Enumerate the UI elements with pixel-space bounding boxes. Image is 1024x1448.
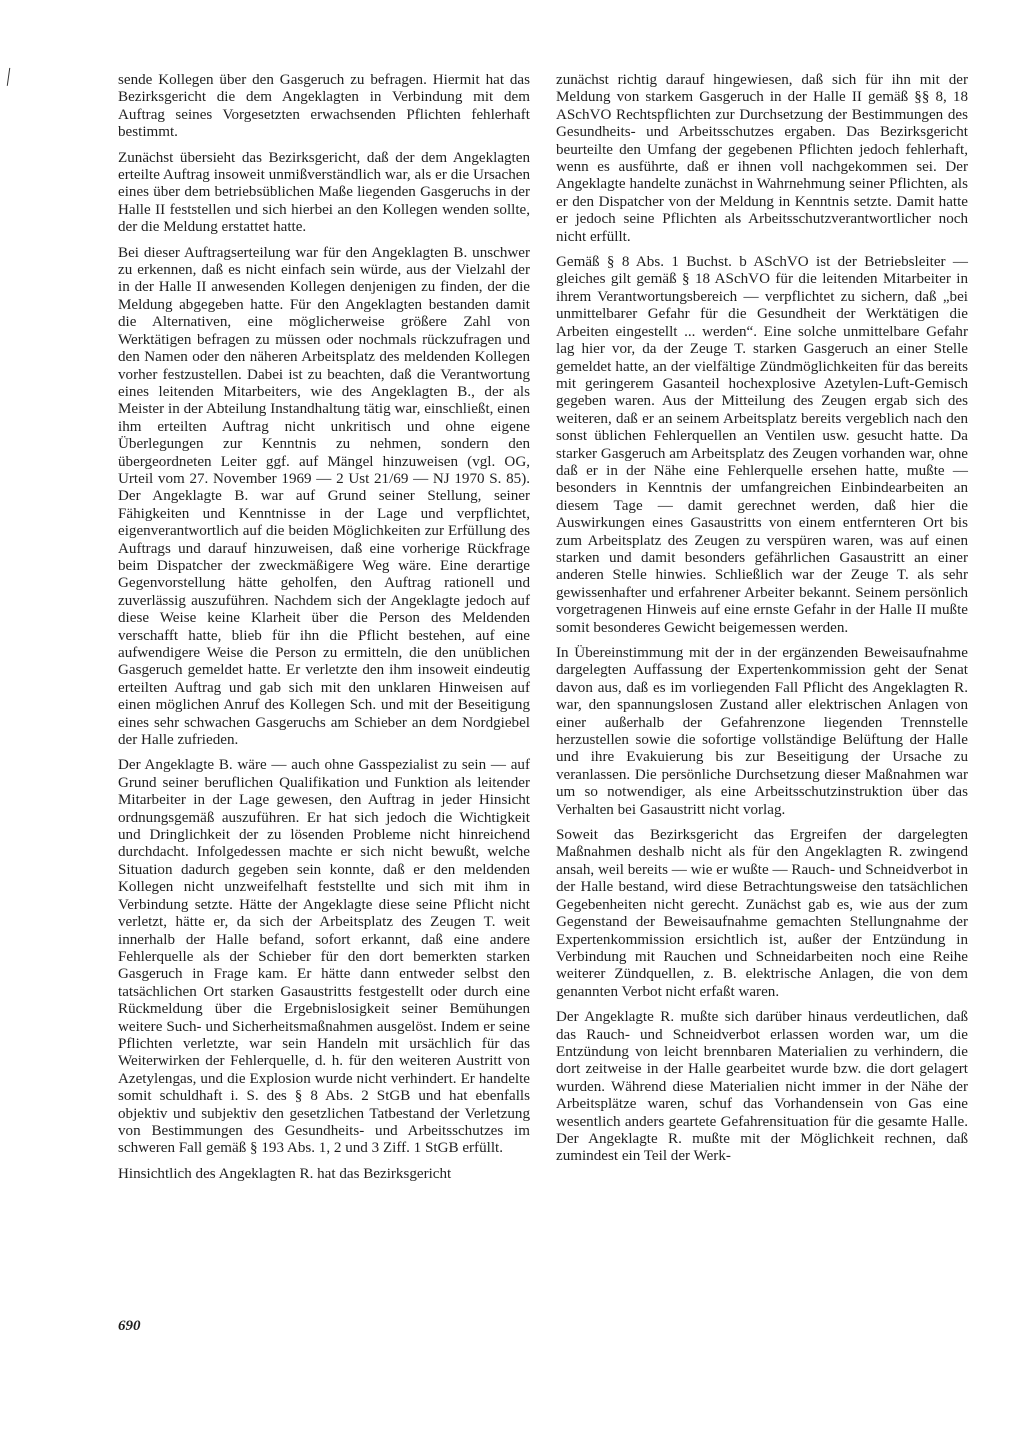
paragraph: sende Kollegen über den Gasgeruch zu befragen. Hiermit hat das Bezirksgericht die dem Angeklagten in Verbindung mit dem Auftrag seines Vorgesetzten erwachsenden Pflichten fehlerhaft bestimmt. xyxy=(118,72,530,141)
paragraph: In Übereinstimmung mit der in der ergänzenden Beweisaufnahme dargelegten Auffassung der Expertenkommission geht der Senat davon aus, daß es im vorliegenden Fall Pflicht des Angeklagten R. war, den spannungslosen Zustand aller elektrischen Anlagen von einer außerhalb der Gefahrenzone liegenden Trennstelle herzustellen sowie die sofortige vollständige Belüftung der Halle und ihre Evakuierung bis zur Beseitigung der Ursache zu veranlassen. Die persönliche Durchsetzung dieser Maßnahmen war um so notwendiger, als eine Arbeitsschutzinstruktion über das Verhalten bei Gasaustritt nicht vorlag. xyxy=(556,645,968,818)
paragraph: Soweit das Bezirksgericht das Ergreifen der dargelegten Maßnahmen deshalb nicht als für den Angeklagten R. zwingend ansah, weil bereits — wie er wußte — Rauch- und Schneidverbot in der Halle bestand, wird diese Betrachtungsweise den tatsächlichen Gegebenheiten nicht gerecht. Zunächst gab es, wie aus der zum Gegenstand der Beweisaufnahme gemachten Stellungnahme der Expertenkommission ersichtlich ist, außer der Entzündung in Verbindung mit Rauchen und Schneidarbeiten noch eine Reihe weiterer Zündquellen, z. B. elektrische Anlagen, die von dem genannten Verbot nicht erfaßt waren. xyxy=(556,827,968,1000)
paragraph: Gemäß § 8 Abs. 1 Buchst. b ASchVO ist der Betriebsleiter — gleiches gilt gemäß § 18 ASchVO für die leitenden Mitarbeiter in ihrem Verantwortungsbereich — verpflichtet zu sichern, daß „bei unmittelbarer Gefahr für die Gesundheit der Werktätigen die Arbeiten eingestellt ... werden“. Eine solche unmittelbare Gefahr lag hier vor, da der Zeuge T. starken Gasgeruch an einer Stelle gemeldet hatte, an der vielfältige Zündmöglichkeiten für das bereits mit geringerem Gasanteil hochexplosive Azetylen-Luft-Gemisch gegeben waren. Aus der Mitteilung des Zeugen ergab sich des weiteren, daß er an seinem Arbeitsplatz bereits vergeblich nach den sonst üblichen Fehlerquellen an Ventilen usw. gesucht hatte. Da starker Gasgeruch am Arbeitsplatz des Zeugen vorhanden war, ohne daß er in der Nähe eine Fehlerquelle ersehen hatte, mußte — besonders in Kenntnis der umfangreichen Einbindearbeiten an diesem Tage — damit gerechnet werden, daß hier die Auswirkungen eines Gasaustritts von einem entfernteren Ort bis zum Arbeitsplatz des Zeugen zu verspüren waren, was auf einen starken und damit besonders gefährlichen Gasaustritt an einer anderen Stelle hinwies. Schließlich war der Zeuge T. als sehr gewissenhafter und erfahrener Arbeiter bekannt. Seinem persönlich vorgetragenen Hinweis auf eine ernste Gefahr in der Halle II mußte somit besonderes Gewicht beigemessen werden. xyxy=(556,254,968,636)
margin-pencil-mark xyxy=(7,68,12,86)
paragraph: Der Angeklagte B. wäre — auch ohne Gasspezialist zu sein — auf Grund seiner beruflichen Qualifikation und Funktion als leitender Mitarbeiter in der Lage gewesen, den Auftrag in jeder Hinsicht ordnungsgemäß auszuführen. Er hat sich jedoch die Wichtigkeit und Dringlichkeit der zu lösenden Probleme nicht hinreichend durchdacht. Infolgedessen machte er sich nicht bewußt, welche Situation dadurch gegeben sein konnte, daß er den meldenden Kollegen nicht unzweifelhaft feststellte und sich mit ihm in Verbindung setzte. Hätte der Angeklagte diese seine Pflicht nicht verletzt, hätte er, da sich der Arbeitsplatz des Zeugen T. weit innerhalb der Halle befand, sofort erkannt, daß eine andere Fehlerquelle als der Schieber für den dort bemerkten starken Gasgeruch in Frage kam. Er hätte dann entweder selbst den tatsächlichen Ort starken Gasaustritts festgestellt oder durch eine Rückmeldung über die Ergebnislosigkeit seiner Bemühungen weitere Such- und Sicherheitsmaßnahmen ausgelöst. Indem er seine Pflichten verletzte, war sein Handeln mit ursächlich für das Weiterwirken der Fehlerquelle, d. h. für den weiteren Austritt von Azetylengas, und die Explosion wurde nicht verhindert. Er handelte somit schuldhaft i. S. des § 8 Abs. 2 StGB und hat ebenfalls objektiv und subjektiv den gesetzlichen Tatbestand der Verletzung von Bestimmungen des Gesundheits- und Arbeitsschutzes im schweren Fall gemäß § 193 Abs. 1, 2 und 3 Ziff. 1 StGB erfüllt. xyxy=(118,757,530,1157)
paragraph: Bei dieser Auftragserteilung war für den Angeklagten B. unschwer zu erkennen, daß es nicht einfach sein würde, aus der Vielzahl der in der Halle II anwesenden Kollegen denjenigen zu finden, der die Meldung abgegeben hatte. Für den Angeklagten bestanden damit die Alternativen, eine möglicherweise größere Zahl von Werktätigen befragen zu müssen oder nochmals rückzufragen und den Namen oder den näheren Arbeitsplatz des meldenden Kollegen vorher festzustellen. Dabei ist zu beachten, daß die Verantwortung eines leitenden Mitarbeiters, wie des Angeklagten B., der als Meister in der Abteilung Instandhaltung tätig war, einschließt, einen ihm erteilten Auftrag nicht unkritisch und ohne eigene Überlegungen zur Kenntnis zu nehmen, sondern den übergeordneten Leiter ggf. auf Mängel hinzuweisen (vgl. OG, Urteil vom 27. November 1969 — 2 Ust 21/69 — NJ 1970 S. 85). Der Angeklagte B. war auf Grund seiner Stellung, seiner Fähigkeiten und Kenntnisse in der Lage und verpflichtet, eigenverantwortlich auf die beiden Möglichkeiten zur Erfüllung des Auftrags und darauf hinzuweisen, daß eine vorherige Rückfrage beim Dispatcher der zweckmäßigere Weg wäre. Eine derartige Gegenvorstellung hätte geholfen, den Auftrag rationell und zuverlässig auszuführen. Nachdem sich der Angeklagte jedoch auf diese Weise keine Klarheit über die Person des Meldenden verschafft hatte, blieb für ihn die Pflicht bestehen, auf eine aufwendigere Weise die Person zu ermitteln, die den unüblichen Gasgeruch gemeldet hatte. Er verletzte den ihm insoweit eindeutig erteilten Auftrag und gab sich mit den unklaren Hinweisen auf einen möglichen Anruf des Kollegen Sch. und mit der Beseitigung eines sehr schwachen Gasgeruchs am Schieber an dem Nordgiebel der Halle zufrieden. xyxy=(118,244,530,749)
right-text-column xyxy=(556,72,968,1174)
paragraph: zunächst richtig darauf hingewiesen, daß sich für ihn mit der Meldung von starkem Gasgeruch in der Halle II gemäß §§ 8, 18 ASchVO Rechtspflichten zur Durchsetzung der Bestimmungen des Gesundheits- und Arbeitsschutzes ergaben. Das Bezirksgericht beurteilte den Umfang der gegebenen Pflichten jedoch fehlerhaft, wenn es ausführte, daß er ihnen voll nachgekommen sei. Der Angeklagte handelte zunächst in Wahrnehmung seiner Pflichten, als er den Dispatcher von der Meldung in Kenntnis setzte. Damit hatte er jedoch seine Pflichten als Arbeitsschutzverantwortlicher noch nicht erfüllt. xyxy=(556,72,968,245)
left-text-column xyxy=(118,72,530,1191)
paragraph: Zunächst übersieht das Bezirksgericht, daß der dem Angeklagten erteilte Auftrag insoweit unmißverständlich war, als er die Ursachen eines über dem betriebsüblichen Maße liegenden Gasgeruchs in der Halle II feststellen und sich hierbei an den Kollegen wenden sollte, der die Meldung erstattet hatte. xyxy=(118,149,530,236)
page-number: 690 xyxy=(118,1318,141,1334)
paragraph: Der Angeklagte R. mußte sich darüber hinaus verdeutlichen, daß das Rauch- und Schneidverbot erlassen worden war, um die Entzündung von leicht brennbaren Materialien zu verhindern, die dort zeitweise in der Halle gearbeitet wurde bzw. die dort gelagert wurden. Während diese Materialien nicht immer in der Nähe der Arbeitsplätze waren, schuf das Vorhandensein von Gas eine wesentlich anders geartete Gefahrensituation für die gesamte Halle. Der Angeklagte R. mußte mit der Möglichkeit rechnen, daß zumindest ein Teil der Werk- xyxy=(556,1009,968,1165)
paragraph: Hinsichtlich des Angeklagten R. hat das Bezirksgericht xyxy=(118,1165,452,1182)
